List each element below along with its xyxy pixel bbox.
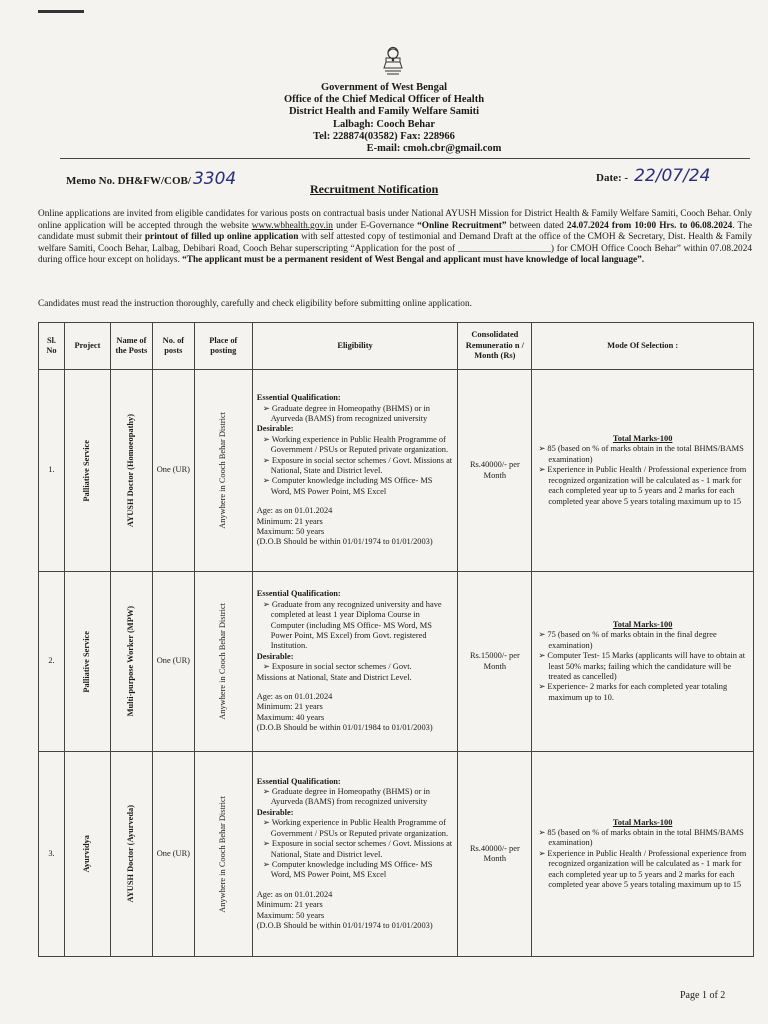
- row-place: [194, 572, 252, 752]
- header-address: Lalbagh: Cooch Behar: [332, 118, 436, 130]
- recruitment-table: [38, 322, 754, 957]
- intro-text-1: Online applications are invited from eligible candidates for various posts on contractual basis under National AYUSH Mission for District Health & Family Welfare Samiti, Cooch Behar. Only online application will be accepted through the website: [38, 209, 752, 231]
- header-email: E-mail: cmoh.cbr@gmail.com: [366, 143, 502, 155]
- col-header-posts-count: No. of posts: [152, 323, 194, 370]
- website-link[interactable]: www.wbhealth.gov.in: [251, 220, 333, 231]
- age-reference: Age: as on 01.01.2024: [256, 506, 333, 516]
- desirable-item: ➢ Working experience in Public Health Programme of Government / PSUs or Reputed private organization.: [262, 434, 449, 455]
- total-marks: Total Marks-100: [612, 619, 673, 629]
- essential-item: ➢ Graduate degree in Homeopathy (BHMS) or in Ayurveda (BAMS) from recognized university: [262, 403, 430, 423]
- memo-number: [66, 169, 236, 189]
- desirable-item: ➢ Working experience in Public Health Programme of Government / PSUs or Reputed private organization.: [262, 818, 449, 838]
- row-post: [110, 370, 152, 572]
- date-label: Date: -: [596, 172, 629, 184]
- memo-handwritten-number: 3304: [192, 169, 237, 189]
- header-samiti: District Health and Family Welfare Samiti: [288, 106, 480, 118]
- age-maximum: Maximum: 40 years: [256, 712, 325, 722]
- row-num-posts: One (UR): [152, 752, 194, 957]
- desirable-heading: Desirable:: [256, 807, 294, 817]
- place-label: Anywhere in Cooch Behar District: [218, 412, 228, 529]
- selection-item: ➢ 85 (based on % of marks obtain in the total BHMS/BAMS examination): [538, 444, 744, 464]
- age-maximum: Maximum: 50 years: [256, 527, 325, 537]
- essential-heading: Essential Qualification:: [256, 589, 341, 599]
- row-eligibility: [252, 370, 458, 572]
- intro-text-2: under E-Governance: [336, 220, 415, 231]
- row-num-posts: One (UR): [152, 572, 194, 752]
- header-phone: Tel: 228874(03582) Fax: 228966: [313, 130, 455, 142]
- desirable-item: ➢ Exposure in social sector schemes / Govt. Missions at National, State and District level.: [262, 455, 453, 475]
- desirable-item: ➢ Exposure in social sector schemes / Govt.: [262, 662, 412, 672]
- selection-item: ➢ Experience in Public Health / Professional experience from recognized organization will be calculated as - 1 mark for each completed year up to 5 years and 2 marks for each completed year above 5 years totaling maximum up to 15: [538, 465, 747, 506]
- row-place: [194, 370, 252, 572]
- intro-paragraph: [38, 209, 752, 267]
- row-eligibility: [252, 752, 458, 957]
- header-government: Government of West Bengal: [320, 82, 448, 93]
- selection-item: ➢ Experience- 2 marks for each completed year totaling maximum up to 10.: [538, 682, 728, 702]
- age-maximum: Maximum: 50 years: [256, 910, 325, 920]
- col-header-post: Name of the Posts: [110, 323, 152, 370]
- spacer: [257, 497, 454, 506]
- intro-text-5: with self attested copy of testimonial and Demand Draft at the office of the CMOH & Secretary, Dist. Health & Family welfare Samiti, Cooch Behar, Lalbag, Debibari Road, Cooch Behar superscripting “Application for the post of ____________________) for CMOH Office Cooch Behar” within 07.08.2024 during office hour except on holidays.: [38, 232, 753, 266]
- corner-mark: [38, 10, 84, 13]
- essential-item: ➢ Graduate from any recognized university and have completed at least 1 year Diploma Course in Computer (including MS Office- MS Word, MS Power Point, MS Excel) from Govt. registered Institution.: [262, 599, 442, 651]
- date-handwritten-value: 22/07/24: [634, 166, 711, 186]
- col-header-sl: Sl. No: [39, 323, 65, 370]
- age-minimum: Minimum: 21 years: [256, 900, 323, 910]
- age-minimum: Minimum: 21 years: [256, 702, 323, 712]
- spacer: [257, 683, 454, 692]
- row-post: [110, 572, 152, 752]
- desirable-heading: Desirable:: [256, 424, 294, 434]
- project-label: Ayurvidya: [82, 835, 92, 873]
- spacer: [257, 881, 454, 890]
- essential-heading: Essential Qualification:: [256, 393, 341, 403]
- row-sl: 2.: [39, 572, 65, 752]
- post-label: Multi-purpose Worker (MPW): [126, 606, 136, 717]
- selection-item: ➢ Experience in Public Health / Professional experience from recognized organization will be calculated as - 1 mark for each completed year up to 5 years and 2 marks for each completed year above 5 years totaling maximum up to 15: [538, 848, 747, 890]
- row-sl: 1.: [39, 370, 65, 572]
- row-selection-mode: [532, 572, 754, 752]
- page-number: Page 1 of 2: [680, 990, 726, 1001]
- col-header-remuneration: Consolidated Remuneratio n / Month (Rs): [458, 323, 532, 370]
- desirable-item: ➢ Computer knowledge including MS Office- MS Word, MS Power Point, MS Excel: [262, 476, 433, 496]
- row-selection-mode: [532, 370, 754, 572]
- place-label: Anywhere in Cooch Behar District: [218, 795, 228, 913]
- row-remuneration: Rs.40000/- per Month: [458, 752, 532, 957]
- desirable-item: ➢ Exposure in social sector schemes / Govt. Missions at National, State and District level.: [262, 839, 453, 859]
- notification-title: Recruitment Notification: [310, 182, 439, 196]
- row-remuneration: Rs.15000/- per Month: [458, 572, 532, 752]
- row-place: [194, 752, 252, 957]
- row-project: [64, 752, 110, 957]
- dob-range: (D.O.B Should be within 01/01/1984 to 01/01/2003): [256, 723, 433, 733]
- header-office: Office of the Chief Medical Officer of Health: [283, 94, 485, 106]
- row-selection-mode: [532, 752, 754, 957]
- row-project: [64, 370, 110, 572]
- essential-item: ➢ Graduate degree in Homeopathy (BHMS) or in Ayurveda (BAMS) from recognized university: [262, 787, 430, 807]
- ashoka-emblem-icon: [382, 46, 404, 76]
- total-marks: Total Marks-100: [612, 434, 673, 444]
- printout-requirement: printout of filled up online application: [144, 232, 299, 243]
- desirable-item: ➢ Computer knowledge including MS Office- MS Word, MS Power Point, MS Excel: [262, 859, 433, 880]
- col-header-project: Project: [64, 323, 110, 370]
- row-post: [110, 752, 152, 957]
- online-recruitment-label: “Online Recruitment”: [417, 220, 507, 231]
- age-reference: Age: as on 01.01.2024: [256, 889, 333, 899]
- row-sl: 3.: [39, 752, 65, 957]
- table-row: [39, 572, 754, 752]
- residency-requirement: “The applicant must be a permanent resident of West Bengal and applicant must have knowledge of local language”.: [182, 255, 645, 266]
- selection-item: ➢ Computer Test- 15 Marks (applicants will have to obtain at least 50% marks; failing which the candidature will be treated as cancelled): [538, 651, 746, 681]
- instruction-text: Candidates must read the instruction thoroughly, carefully and check eligibility before submitting online application.: [38, 299, 472, 309]
- table-row: [39, 752, 754, 957]
- intro-text-3: between dated: [509, 220, 564, 231]
- dob-range: (D.O.B Should be within 01/01/1974 to 01/01/2003): [256, 920, 433, 930]
- total-marks: Total Marks-100: [612, 817, 673, 827]
- selection-item: ➢ 75 (based on % of marks obtain in the final degree examination): [538, 630, 717, 650]
- project-label: Palliative Service: [82, 630, 92, 693]
- post-label: AYUSH Doctor (Ayurveda): [126, 805, 136, 903]
- row-eligibility: [252, 572, 458, 752]
- col-header-eligibility: Eligibility: [252, 323, 458, 370]
- memo-label: Memo No. DH&FW/COB/: [66, 175, 191, 187]
- age-minimum: Minimum: 21 years: [256, 516, 323, 526]
- memo-date: [596, 166, 710, 186]
- header-divider: [60, 158, 750, 159]
- col-header-selection: Mode Of Selection :: [532, 323, 754, 370]
- desirable-heading: Desirable:: [256, 651, 294, 661]
- project-label: Palliative Service: [82, 439, 92, 502]
- application-dates: 24.07.2024 from 10:00 Hrs. to 06.08.2024: [566, 220, 733, 231]
- intro-text-4: . The candidate must submit their: [38, 220, 752, 243]
- dob-range: (D.O.B Should be within 01/01/1974 to 01/01/2003): [256, 537, 433, 547]
- row-remuneration: Rs.40000/- per Month: [458, 370, 532, 572]
- post-label: AYUSH Doctor (Homoeopathy): [126, 413, 136, 528]
- row-project: [64, 572, 110, 752]
- col-header-place: Place of posting: [194, 323, 252, 370]
- table-row: [39, 370, 754, 572]
- essential-heading: Essential Qualification:: [256, 776, 341, 786]
- selection-item: ➢ 85 (based on % of marks obtain in the total BHMS/BAMS examination): [538, 827, 744, 848]
- place-label: Anywhere in Cooch Behar District: [218, 603, 228, 720]
- table-header-row: [39, 323, 754, 370]
- age-reference: Age: as on 01.01.2024: [256, 692, 333, 702]
- row-num-posts: One (UR): [152, 370, 194, 572]
- letterhead: [0, 82, 768, 155]
- desirable-item: Missions at National, State and District Level.: [256, 672, 412, 682]
